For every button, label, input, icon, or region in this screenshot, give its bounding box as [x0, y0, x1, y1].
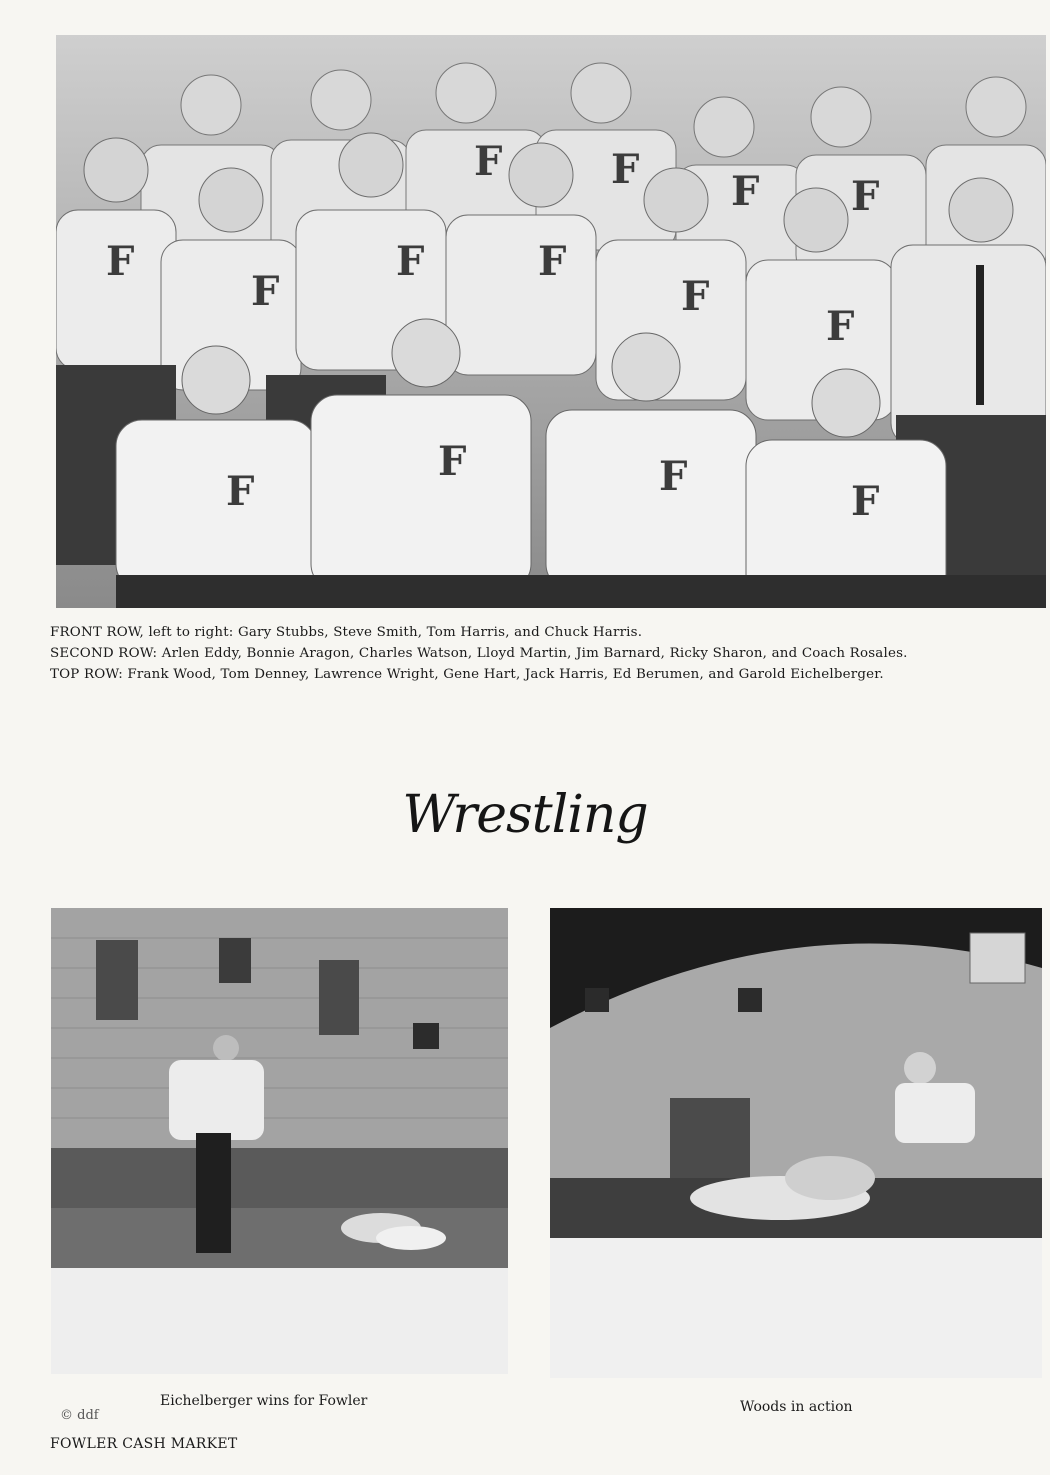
action-photo-left: [51, 908, 508, 1374]
action-photo-left-image: [51, 908, 508, 1374]
svg-text:F: F: [826, 303, 855, 350]
svg-text:F: F: [731, 168, 760, 215]
second-row-caption: SECOND ROW: Arlen Eddy, Bonnie Aragon, Charles Watson, Lloyd Martin, Jim Barnard, Ricky Sharon, and Coach Rosales.: [50, 646, 908, 661]
copyright-mark: © ddf: [60, 1408, 99, 1423]
svg-text:F: F: [251, 268, 280, 315]
svg-text:F: F: [226, 468, 255, 515]
footer-sponsor: FOWLER CASH MARKET: [50, 1436, 238, 1452]
svg-text:F: F: [851, 173, 880, 220]
svg-text:F: F: [851, 478, 880, 525]
left-photo-caption: Eichelberger wins for Fowler: [160, 1393, 368, 1409]
svg-text:F: F: [681, 273, 710, 320]
svg-text:F: F: [438, 438, 467, 485]
team-photo: [56, 35, 1046, 608]
action-photo-right-image: [550, 908, 1042, 1378]
right-photo-caption: Woods in action: [740, 1399, 853, 1415]
svg-text:F: F: [659, 453, 688, 500]
team-photo-image: [56, 35, 1046, 608]
team-caption: [50, 622, 1050, 685]
page-title: Wrestling: [402, 785, 648, 845]
front-row-caption: FRONT ROW, left to right: Gary Stubbs, Steve Smith, Tom Harris, and Chuck Harris.: [50, 625, 643, 640]
svg-text:F: F: [474, 138, 503, 185]
svg-text:F: F: [538, 238, 567, 285]
action-photo-right: [550, 908, 1042, 1378]
svg-text:F: F: [396, 238, 425, 285]
svg-text:F: F: [611, 146, 640, 193]
svg-text:F: F: [106, 238, 135, 285]
top-row-caption: TOP ROW: Frank Wood, Tom Denney, Lawrence Wright, Gene Hart, Jack Harris, Ed Berumen, and Garold Eichelberger.: [50, 667, 884, 682]
